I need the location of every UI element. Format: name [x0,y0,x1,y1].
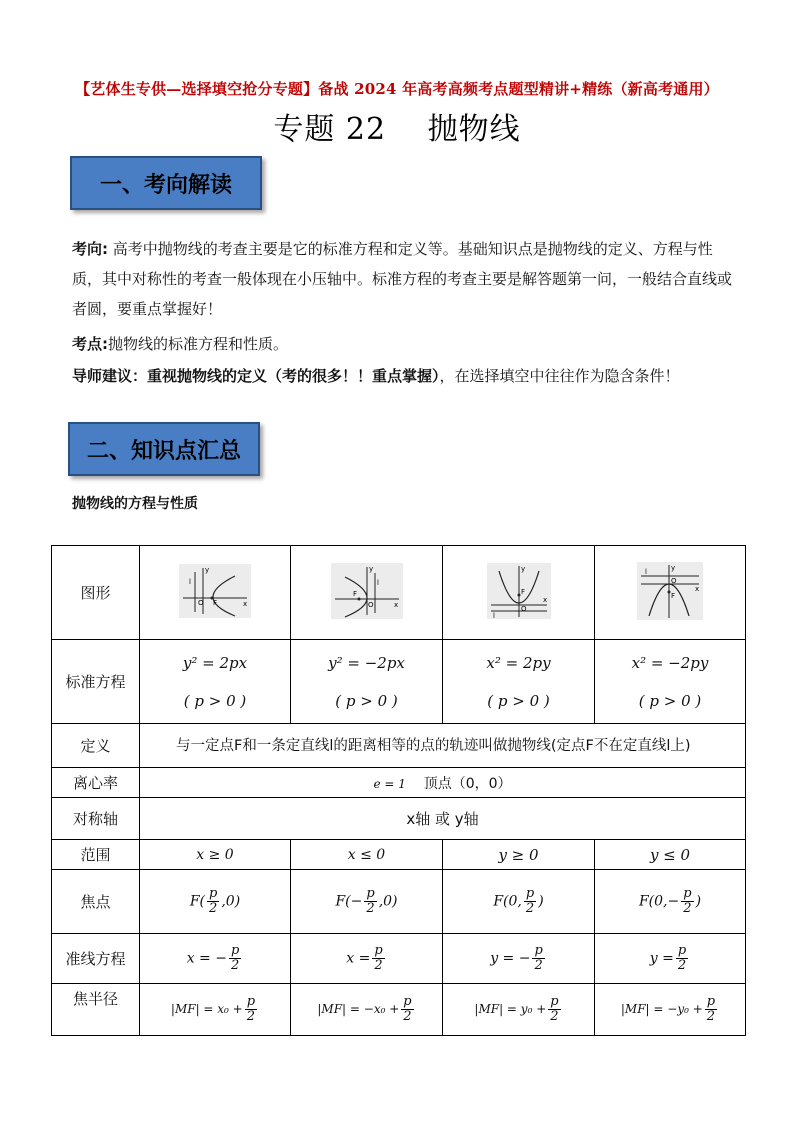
focus-1-suf: ,0) [221,893,241,910]
focal-3-frac [548,995,560,1024]
frac-num: p [683,886,692,901]
focal-2-frac [401,995,413,1024]
directrix-2-frac [372,944,384,973]
fig3-x: x [542,595,547,604]
label-direction: 考向: [72,240,108,258]
frac-num: p [246,994,256,1009]
directrix-3 [443,934,595,984]
focus-2-pre: F(− [335,893,363,910]
advice-bold: 导师建议：重视抛物线的定义（考的很多！！重点掌握） [72,367,440,385]
fig3-y: y [520,564,525,573]
frac-den: 2 [246,1009,256,1024]
fig4-y: y [671,563,676,572]
fig1-f: F [213,598,218,607]
definition-text: 与一定点F和一条定直线l的距离相等的点的轨迹叫做抛物线(定点F不在定直线l上) [140,724,746,768]
focus-4-frac [681,887,693,916]
focus-4-pre: F(0,− [638,893,680,910]
ecc-value: e = 1 [373,776,406,791]
range-1: x ≥ 0 [140,840,291,870]
frac-den: 2 [366,901,375,916]
figure-up-open [443,546,595,640]
focal-1 [140,984,291,1036]
advice-text: ，在选择填空中往往作为隐含条件！ [439,367,680,385]
text-points: 抛物线的标准方程和性质。 [108,335,289,353]
eq-cell-4 [595,640,746,724]
focus-4-suf: ) [695,893,702,910]
paragraph-advice [72,364,732,388]
row-label-focus: 焦点 [52,870,140,934]
row-label-axis: 对称轴 [52,798,140,840]
focus-3 [443,870,595,934]
fig2-y: y [368,564,373,573]
frac-num: p [374,943,383,958]
eq-cell-2 [291,640,443,724]
row-label-ecc: 离心率 [52,768,140,798]
frac-num: p [209,886,218,901]
axis-value: x轴 或 y轴 [140,798,746,840]
parabola-down-figure [637,562,703,620]
frac-num: p [230,943,240,958]
directrix-2 [291,934,443,984]
directrix-4-pre: y = [649,950,674,967]
directrix-3-pre: y = − [490,950,531,967]
focal-1-frac [245,995,257,1024]
eq-cell-3 [443,640,595,724]
frac-num: p [403,994,412,1009]
header-line: 【艺体生专供—选择填空抢分专题】备战 2024 年高考高频考点题型精讲+精练（新高考通用） [75,80,719,98]
frac-den: 2 [230,958,240,973]
eq-1: y² = 2px [182,653,248,672]
directrix-1 [140,934,291,984]
row-label-range: 范围 [52,840,140,870]
row-label-focal: 焦半径 [52,984,140,1036]
fig1-y: y [205,565,210,574]
focus-2 [291,870,443,934]
focal-4 [595,984,746,1036]
label-points: 考点: [72,335,108,353]
row-label-figure: 图形 [52,546,140,640]
eq-3: x² = 2py [486,653,551,672]
focus-3-frac [524,887,536,916]
frac-num: p [677,943,687,958]
fig2-x: x [393,600,398,609]
cond-4: ( p > 0 ) [638,691,702,710]
fig1-o: O [198,598,204,607]
range-2: x ≤ 0 [291,840,443,870]
frac-num: p [706,994,716,1009]
parabola-right-figure [179,564,251,618]
eq-4: x² = −2py [631,653,709,672]
focus-2-suf: ,0) [378,893,398,910]
frac-den: 2 [683,901,692,916]
section-heading-1: 一、考向解读 [70,156,262,210]
focus-1-pre: F( [189,893,206,910]
frac-num: p [366,886,375,901]
focal-2-pre: |MF| = −x₀ + [317,1002,400,1016]
frac-den: 2 [677,958,687,973]
fig4-x: x [695,584,700,593]
directrix-1-pre: x = − [186,950,227,967]
focal-2 [291,984,443,1036]
cond-3: ( p > 0 ) [487,691,550,710]
frac-den: 2 [534,958,543,973]
frac-den: 2 [525,901,535,916]
section-heading-2: 二、知识点汇总 [68,422,260,476]
figure-right-open [140,546,291,640]
frac-den: 2 [209,901,218,916]
fig2-o: O [367,600,374,609]
paragraph-points [72,329,732,359]
fig4-l: l [645,567,647,576]
focal-3-pre: |MF| = y₀ + [474,1002,547,1016]
range-3: y ≥ 0 [443,840,595,870]
directrix-4-frac [676,944,688,973]
fig3-o: O [520,604,527,613]
frac-den: 2 [374,958,383,973]
fig2-l: l [376,578,379,587]
focus-4 [595,870,746,934]
fig4-o: O [671,576,677,585]
focus-3-pre: F(0, [493,893,522,910]
eq-2: y² = −2px [328,653,405,672]
fig1-x: x [243,599,248,608]
frac-den: 2 [706,1009,716,1024]
focal-4-frac [705,995,717,1024]
focal-1-pre: |MF| = x₀ + [170,1002,243,1016]
parabola-up-figure [487,563,551,619]
figure-left-open [291,546,443,640]
range-4: y ≤ 0 [595,840,746,870]
table-subtitle: 抛物线的方程与性质 [72,496,198,512]
focal-4-pre: |MF| = −y₀ + [620,1002,703,1016]
focus-3-suf: ) [538,893,544,910]
focus-2-frac [364,887,376,916]
cond-2: ( p > 0 ) [335,691,398,710]
row-label-definition: 定义 [52,724,140,768]
properties-table [51,545,745,1036]
directrix-3-frac [532,944,544,973]
vertex-value: 顶点（0，0） [423,775,512,792]
focal-3 [443,984,595,1036]
row-label-directrix: 准线方程 [52,934,140,984]
focus-1 [140,870,291,934]
frac-num: p [550,994,559,1009]
fig4-f: F [671,591,676,600]
frac-num: p [534,943,543,958]
paragraph-direction [72,234,732,324]
row-label-equation: 标准方程 [52,640,140,724]
frac-num: p [525,886,535,901]
directrix-1-frac [229,944,241,973]
parabola-left-figure [331,563,403,619]
directrix-2-pre: x = [346,950,371,967]
fig3-l: l [492,611,495,619]
frac-den: 2 [403,1009,412,1024]
text-direction: 高考中抛物线的考查主要是它的标准方程和定义等。基础知识点是抛物线的定义、方程与性质，其中对称性的考查一般体现在小压轴中。标准方程的考查主要是解答题第一问，一般结合直线或者圆，要重点掌握好！ [72,240,733,318]
cond-1: ( p > 0 ) [183,691,247,710]
ecc-cell [140,768,746,798]
figure-down-open [595,546,746,640]
directrix-4 [595,934,746,984]
focus-1-frac [207,887,219,916]
frac-den: 2 [550,1009,559,1024]
fig2-f: F [352,589,357,598]
eq-cell-1 [140,640,291,724]
fig1-l: l [189,577,191,586]
page-title: 专题 22 抛物线 [273,112,521,147]
fig3-f: F [520,587,525,596]
